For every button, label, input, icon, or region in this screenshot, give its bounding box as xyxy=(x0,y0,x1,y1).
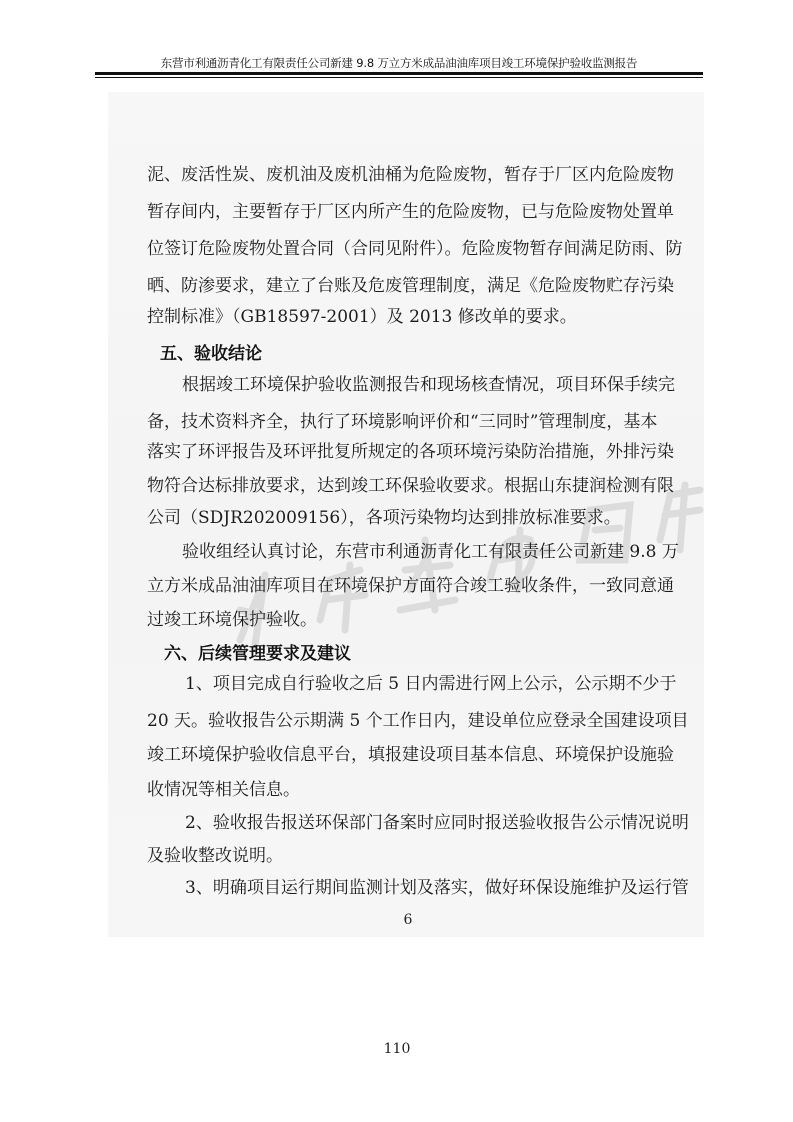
body-line-1: 泥、废活性炭、废机油及废机油桶为危险废物，暂存于厂区内危险废物 xyxy=(147,165,674,185)
body-line-3: 位签订危险废物处置合同（合同见附件）。危险废物暂存间满足防雨、防 xyxy=(147,239,683,259)
header-rule-thin xyxy=(95,77,703,78)
body-line-2: 暂存间内，主要暂存于厂区内所产生的危险废物，已与危险废物处置单 xyxy=(147,202,674,222)
followup-line-3: 竣工环境保护验收信息平台，填报建设项目基本信息、环境保护设施验 xyxy=(147,745,674,765)
body-line-4: 晒、防渗要求，建立了台账及危废管理制度，满足《危险废物贮存污染 xyxy=(147,276,674,296)
page-number: 110 xyxy=(383,1041,411,1057)
conclusion-line-4: 物符合达标排放要求，达到竣工环保验收要求。根据山东捷润检测有限 xyxy=(147,476,674,496)
followup-line-6: 及验收整改说明。 xyxy=(147,846,283,866)
header-rule-thick xyxy=(95,72,703,75)
conclusion-line-5: 公司（SDJR202009156），各项污染物均达到排放标准要求。 xyxy=(147,508,621,528)
conclusion-line-3: 落实了环评报告及环评批复所规定的各项环境污染防治措施，外排污染 xyxy=(147,442,674,462)
body-line-5: 控制标准》（GB18597-2001）及 2013 修改单的要求。 xyxy=(147,307,577,327)
conclusion-line-7: 立方米成品油油库项目在环境保护方面符合竣工验收条件，一致同意通 xyxy=(147,576,674,596)
followup-line-5: 2、验收报告报送环保部门备案时应同时报送验收报告公示情况说明 xyxy=(185,813,689,833)
conclusion-line-1: 根据竣工环境保护验收监测报告和现场核查情况，项目环保手续完 xyxy=(182,375,675,395)
section-heading-acceptance-conclusion: 五、验收结论 xyxy=(160,344,262,364)
followup-line-4: 收情况等相关信息。 xyxy=(147,780,300,800)
header-title: 东营市利通沥青化工有限责任公司新建 9.8 万立方米成品油油库项目竣工环境保护验收监测报告 xyxy=(160,56,638,70)
conclusion-line-2: 备，技术资料齐全，执行了环境影响评价和“三同时”管理制度，基本 xyxy=(147,412,658,432)
followup-line-2: 20 天。验收报告公示期满 5 个工作日内，建设单位应登录全国建设项目 xyxy=(147,711,689,731)
followup-line-7: 3、明确项目运行期间监测计划及落实，做好环保设施维护及运行管 xyxy=(185,878,689,898)
inner-page-number: 6 xyxy=(403,912,413,928)
section-heading-follow-up-requirements: 六、后续管理要求及建议 xyxy=(164,644,351,664)
followup-line-1: 1、项目完成自行验收之后 5 日内需进行网上公示，公示期不少于 xyxy=(185,674,677,694)
conclusion-line-6: 验收组经认真讨论，东营市利通沥青化工有限责任公司新建 9.8 万 xyxy=(182,542,679,562)
conclusion-line-8: 过竣工环境保护验收。 xyxy=(147,610,317,630)
